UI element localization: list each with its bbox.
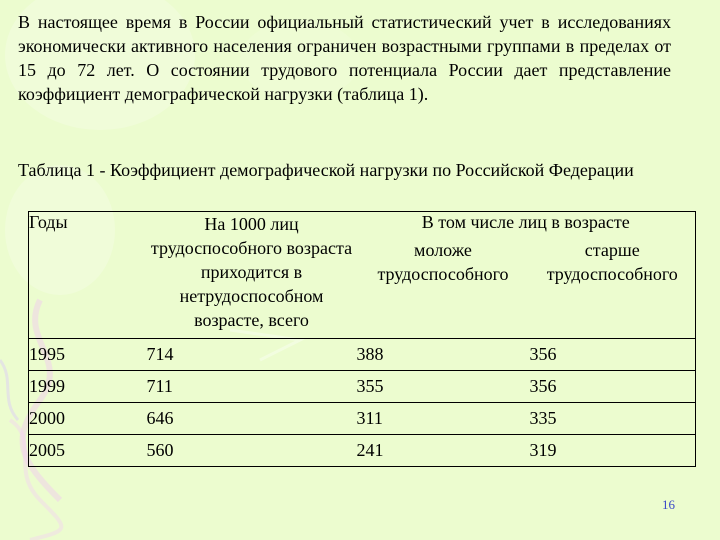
cell-younger: 241 <box>357 435 530 467</box>
cell-older: 356 <box>530 371 696 403</box>
demographic-load-table <box>28 211 696 467</box>
cell-total: 711 <box>147 371 357 403</box>
header-total: На 1000 лиц трудоспособного возраста приходится в нетрудоспособном возрасте, всего <box>150 214 353 330</box>
cell-older: 356 <box>530 339 696 371</box>
table-caption: Таблица 1 - Коэффициент демографической нагрузки по Российской Федерации <box>18 160 634 180</box>
cell-year: 2005 <box>29 435 147 467</box>
header-years: Годы <box>29 212 68 232</box>
cell-year: 1999 <box>29 371 147 403</box>
header-age-group: В том числе лиц в возрасте <box>421 212 630 232</box>
header-younger: моложе трудоспособного <box>377 240 509 284</box>
intro-paragraph: В настоящее время в России официальный статистический учет в исследованиях экономически активного населения ограничен возрастными группами в пределах от 15 до 72 лет. О состоянии трудового потенциала России дает представление коэффициент демографической нагрузки (таблица 1). <box>18 12 671 104</box>
cell-total: 714 <box>147 339 357 371</box>
cell-younger: 311 <box>357 403 530 435</box>
header-older: старше трудоспособного <box>546 240 678 284</box>
cell-total: 560 <box>147 435 357 467</box>
table-row <box>29 371 696 403</box>
table-row <box>29 435 696 467</box>
cell-total: 646 <box>147 403 357 435</box>
cell-year: 2000 <box>29 403 147 435</box>
table-row <box>29 339 696 371</box>
streamer-shape <box>0 360 18 420</box>
table-header-row <box>29 212 696 239</box>
cell-younger: 388 <box>357 339 530 371</box>
cell-younger: 355 <box>357 371 530 403</box>
cell-older: 335 <box>530 403 696 435</box>
cell-year: 1995 <box>29 339 147 371</box>
page-number: 16 <box>662 497 675 512</box>
cell-older: 319 <box>530 435 696 467</box>
table-row <box>29 403 696 435</box>
